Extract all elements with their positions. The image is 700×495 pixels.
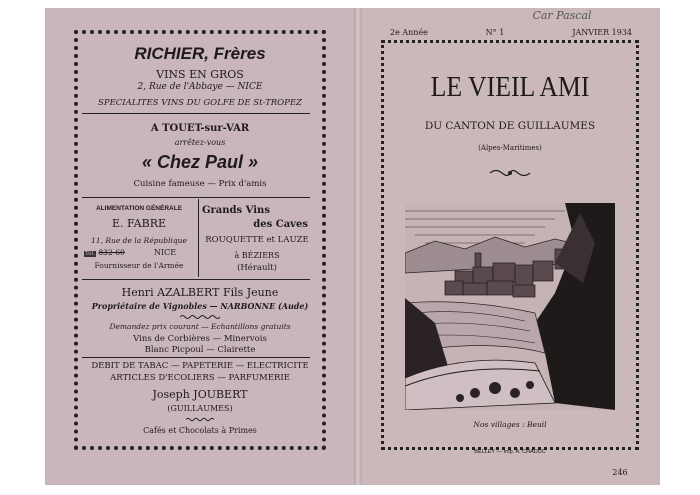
fabre-name: E. FABRE bbox=[111, 217, 167, 230]
caves-title2: des Caves bbox=[253, 219, 308, 230]
issue-year: 2e Année bbox=[390, 28, 428, 37]
village-illustration bbox=[405, 203, 615, 410]
chezpaul-name: « Chez Paul » bbox=[141, 152, 259, 172]
issue-number: N° 1 bbox=[485, 28, 505, 37]
ornament-squiggle bbox=[186, 417, 214, 422]
azalbert-line4: Blanc Picpoul — Clairette bbox=[144, 345, 256, 355]
chezpaul-line3: Cuisine fameuse — Prix d'amis bbox=[133, 179, 267, 189]
divider bbox=[82, 279, 310, 280]
magazine-title: LE VIEIL AMI bbox=[430, 72, 590, 103]
richier-line2: 2, Rue de l'Abbaye — NICE bbox=[137, 82, 263, 92]
richier-line3: SPECIALITES VINS DU GOLFE DE St-TROPEZ bbox=[98, 98, 302, 108]
azalbert-line1: Propriétaire de Vignobles — NARBONNE (Aude) bbox=[91, 301, 309, 311]
divider bbox=[82, 113, 310, 114]
spine bbox=[354, 8, 362, 485]
joubert-line1: DEBIT DE TABAC — PAPETERIE — ELECTRICITE bbox=[91, 361, 309, 371]
joubert-name: Joseph JOUBERT bbox=[152, 388, 248, 401]
caves-region: (Hérault) bbox=[237, 263, 277, 273]
chezpaul-line2: arrêtez-vous bbox=[174, 138, 226, 147]
fabre-phone: Tél. 832-60 bbox=[85, 248, 125, 257]
fabre-header: ALIMENTATION GÉNÉRALE bbox=[95, 205, 183, 212]
richier-name: RICHIER, Frères bbox=[134, 44, 266, 63]
chezpaul-line1: A TOUET-sur-VAR bbox=[150, 123, 250, 134]
caves-names: ROUQUETTE et LAUZE bbox=[205, 235, 309, 245]
issue-date: JANVIER 1934 bbox=[572, 28, 632, 37]
fabre-city: NICE bbox=[153, 248, 177, 257]
fabre-address: 11, Rue de la République bbox=[91, 236, 187, 245]
page-number: 246 bbox=[612, 468, 628, 477]
printer-line: BELLEY — Imp. A. CHADUC bbox=[474, 449, 546, 455]
joubert-line3: Cafés et Chocolats à Primes bbox=[143, 426, 257, 435]
divider bbox=[82, 197, 310, 198]
handwritten-note: Car Pascal bbox=[532, 9, 592, 22]
joubert-line2: ARTICLES D'ECOLIERS — PARFUMERIE bbox=[110, 373, 290, 383]
ornament-squiggle bbox=[180, 314, 220, 320]
magazine-region: (Alpes-Maritimes) bbox=[478, 144, 542, 152]
azalbert-line3: Vins de Corbières — Minervois bbox=[133, 334, 267, 344]
joubert-place: (GUILLAUMES) bbox=[167, 404, 233, 413]
azalbert-line2: Demandez prix courant — Echantillons gratuits bbox=[109, 322, 291, 331]
caves-title1: Grands Vins bbox=[202, 205, 270, 216]
divider bbox=[82, 357, 310, 358]
illustration-caption: Nos villages : Beuil bbox=[473, 420, 547, 429]
azalbert-name: Henri AZALBERT Fils Jeune bbox=[121, 286, 279, 299]
fabre-note: Fournisseur de l'Armée bbox=[94, 261, 184, 270]
richier-line1: VINS EN GROS bbox=[156, 68, 244, 81]
caves-city: à BÉZIERS bbox=[234, 251, 280, 260]
ornament-flourish bbox=[488, 168, 532, 178]
magazine-subtitle: DU CANTON DE GUILLAUMES bbox=[424, 120, 596, 132]
